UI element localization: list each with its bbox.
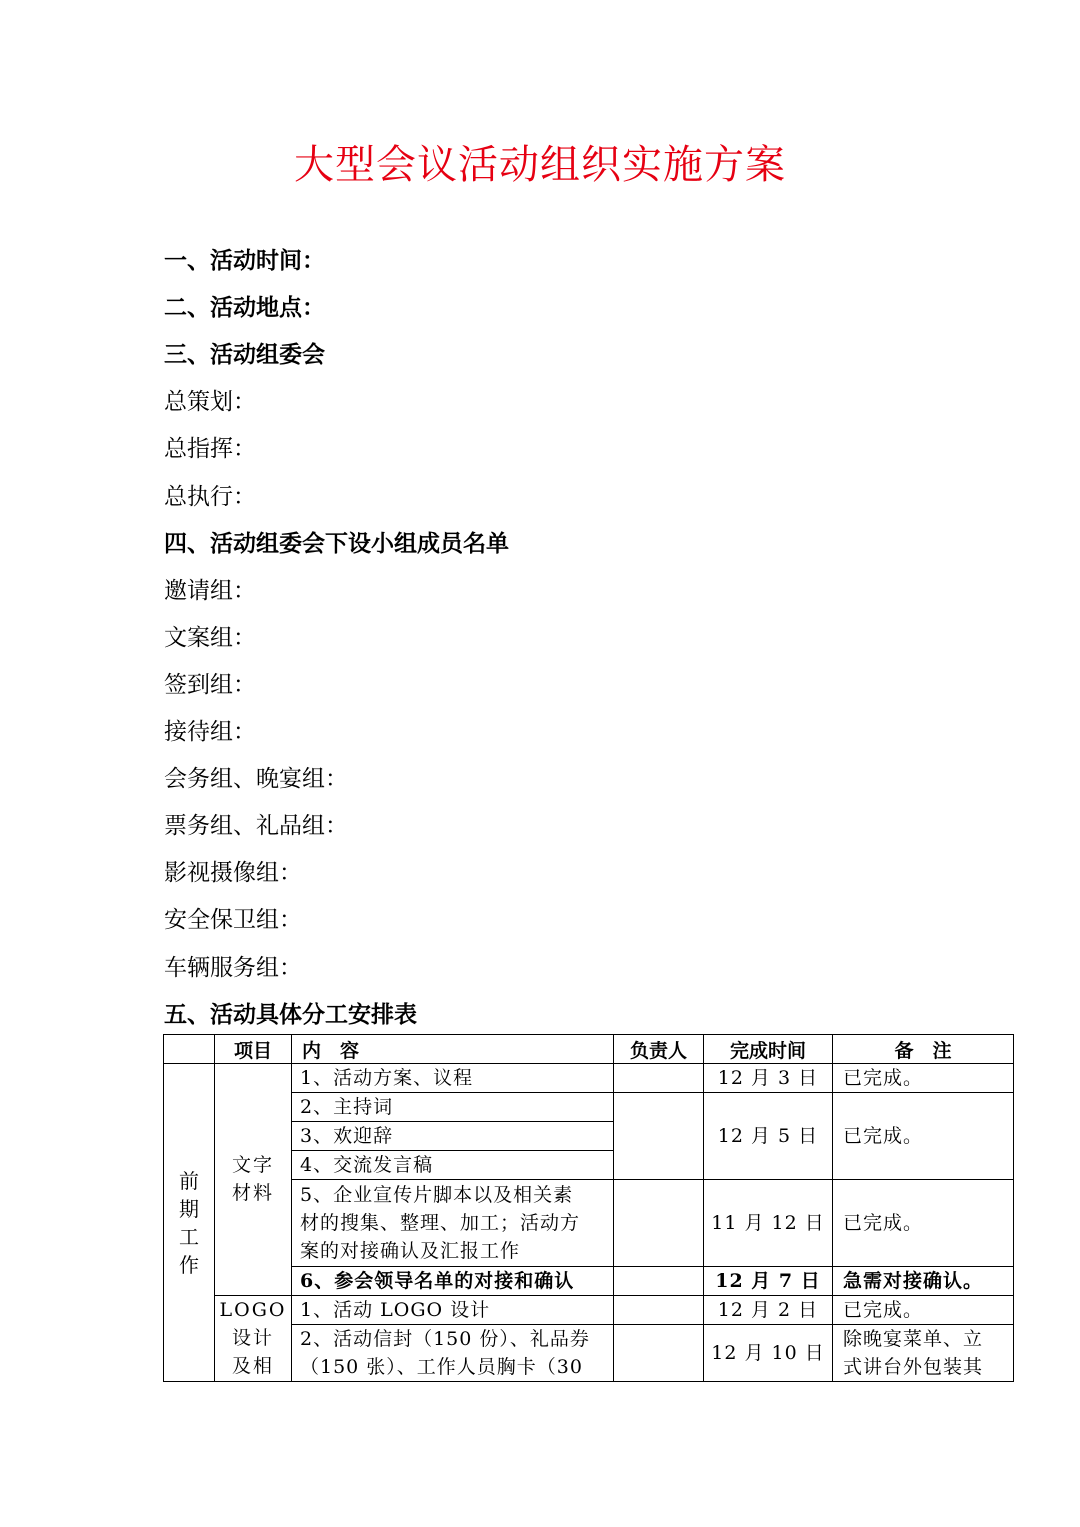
section-heading: 五、活动具体分工安排表 [164,1002,417,1028]
remark-cell: 已完成。 [833,1180,1014,1266]
field-label: 总指挥： [164,436,256,462]
header-item: 项目 [215,1035,292,1064]
content-cell: 1、活动 LOGO 设计 [292,1295,614,1324]
field-label: 总执行： [164,484,256,510]
content-cell: 2、活动信封（150 份）、礼品券 （150 张）、工作人员胸卡（30 [292,1324,614,1381]
header-due: 完成时间 [704,1035,833,1064]
field-label: 会务组、晚宴组： [164,766,348,792]
table-row [164,1180,1014,1266]
owner-cell [614,1180,704,1266]
table-header-row [164,1035,1014,1064]
field-label: 接待组： [164,719,256,745]
due-cell: 12 月 3 日 [704,1064,833,1093]
section-heading: 二、活动地点： [164,295,325,321]
content-cell: 4、交流发言稿 [292,1151,614,1180]
phase-cell: 前 期 工 作 [164,1064,215,1382]
field-label: 票务组、礼品组： [164,813,348,839]
due-cell: 11 月 12 日 [704,1180,833,1266]
task-schedule-table [163,1034,1014,1382]
section-heading: 一、活动时间： [164,248,325,274]
remark-cell: 已完成。 [833,1064,1014,1093]
due-cell: 12 月 10 日 [704,1324,833,1381]
content-cell: 5、企业宣传片脚本以及相关素 材的搜集、整理、加工；活动方 案的对接确认及汇报工作 [292,1180,614,1266]
page-title: 大型会议活动组织实施方案 [294,142,786,188]
owner-cell [614,1266,704,1295]
table-row [164,1324,1014,1381]
content-cell: 1、活动方案、议程 [292,1064,614,1093]
category-cell-text-materials: 文字 材料 [215,1064,292,1296]
section-heading: 四、活动组委会下设小组成员名单 [164,531,509,557]
owner-cell [614,1064,704,1093]
header-remark: 备 注 [833,1035,1014,1064]
header-owner: 负责人 [614,1035,704,1064]
remark-cell: 已完成。 [833,1295,1014,1324]
content-cell: 6、参会领导名单的对接和确认 [292,1266,614,1295]
due-cell: 12 月 2 日 [704,1295,833,1324]
field-label: 影视摄像组： [164,860,302,886]
section-heading: 三、活动组委会 [164,342,325,368]
table-row [164,1295,1014,1324]
category-cell-logo-design: LOGO 设计 及相 [215,1295,292,1381]
table-row [164,1093,1014,1122]
field-label: 安全保卫组： [164,907,302,933]
content-cell: 3、欢迎辞 [292,1122,614,1151]
field-label: 车辆服务组： [164,955,302,981]
header-phase [164,1035,215,1064]
owner-cell [614,1093,704,1180]
content-cell: 2、主持词 [292,1093,614,1122]
owner-cell [614,1324,704,1381]
remark-cell: 已完成。 [833,1093,1014,1180]
remark-cell: 急需对接确认。 [833,1266,1014,1295]
field-label: 邀请组： [164,578,256,604]
due-cell: 12 月 5 日 [704,1093,833,1180]
field-label: 总策划： [164,389,256,415]
table-row [164,1266,1014,1295]
header-content: 内 容 [292,1035,614,1064]
due-cell: 12 月 7 日 [704,1266,833,1295]
owner-cell [614,1295,704,1324]
table-row [164,1064,1014,1093]
field-label: 文案组： [164,625,256,651]
field-label: 签到组： [164,672,256,698]
remark-cell: 除晚宴菜单、立 式讲台外包装其 [833,1324,1014,1381]
